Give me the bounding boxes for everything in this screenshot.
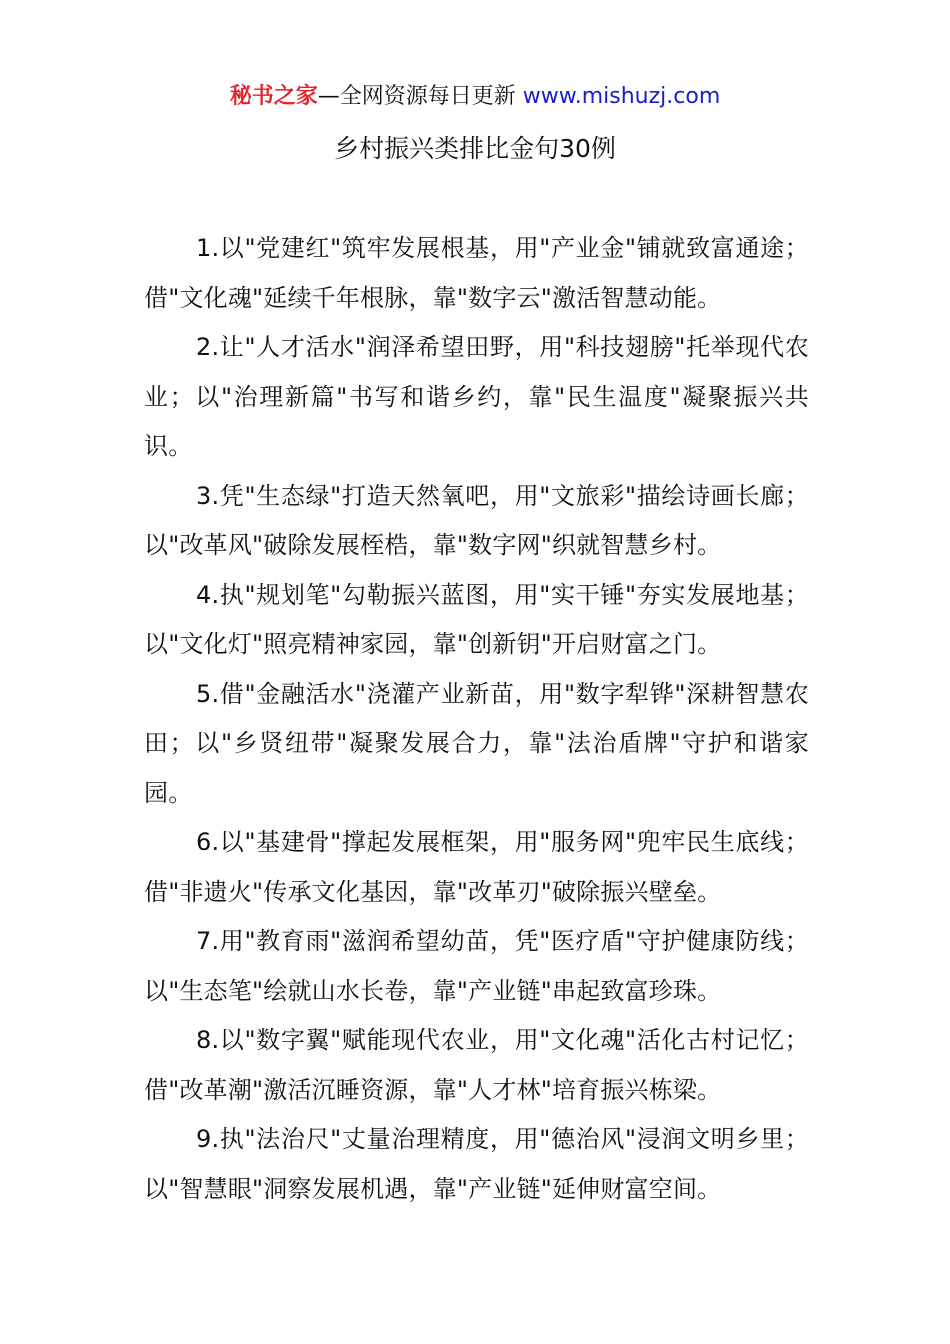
paragraph: 5.借"金融活水"浇灌产业新苗，用"数字犁铧"深耕智慧农田；以"乡贤纽带"凝聚发展合力，靠"法治盾牌"守护和谐家园。 (144, 679, 809, 807)
site-header (0, 82, 950, 112)
document-title: 乡村振兴类排比金句30例 (334, 134, 616, 163)
paragraph: 4.执"规划笔"勾勒振兴蓝图，用"实干锤"夯实发展地基；以"文化灯"照亮精神家园，靠"创新钥"开启财富之门。 (144, 580, 809, 658)
paragraph: 2.让"人才活水"润泽希望田野，用"科技翅膀"托举现代农业；以"治理新篇"书写和谐乡约，靠"民生温度"凝聚振兴共识。 (144, 333, 809, 460)
paragraph: 7.用"教育雨"滋润希望幼苗，凭"医疗盾"守护健康防线；以"生态笔"绘就山水长卷，靠"产业链"串起致富珍珠。 (144, 927, 809, 1005)
site-url-link[interactable]: www.mishuzj.com (522, 84, 721, 109)
paragraph: 8.以"数字翼"赋能现代农业，用"文化魂"活化古村记忆；借"改革潮"激活沉睡资源，靠"人才林"培育振兴栋梁。 (144, 1026, 809, 1104)
paragraph: 9.执"法治尺"丈量治理精度，用"德治风"浸润文明乡里；以"智慧眼"洞察发展机遇，靠"产业链"延伸财富空间。 (144, 1125, 809, 1203)
brand-name: 秘书之家 (229, 84, 318, 109)
paragraph: 1.以"党建红"筑牢发展根基，用"产业金"铺就致富通途；借"文化魂"延续千年根脉，靠"数字云"激活智慧动能。 (144, 234, 809, 312)
paragraph: 3.凭"生态绿"打造天然氧吧，用"文旅彩"描绘诗画长廊；以"改革风"破除发展桎梏，靠"数字网"织就智慧乡村。 (144, 481, 809, 559)
site-tagline: —全网资源每日更新 (317, 84, 523, 109)
document-body (144, 224, 809, 1214)
paragraph: 6.以"基建骨"撑起发展框架，用"服务网"兜牢民生底线；借"非遗火"传承文化基因，靠"改革刃"破除振兴壁垒。 (144, 828, 809, 906)
